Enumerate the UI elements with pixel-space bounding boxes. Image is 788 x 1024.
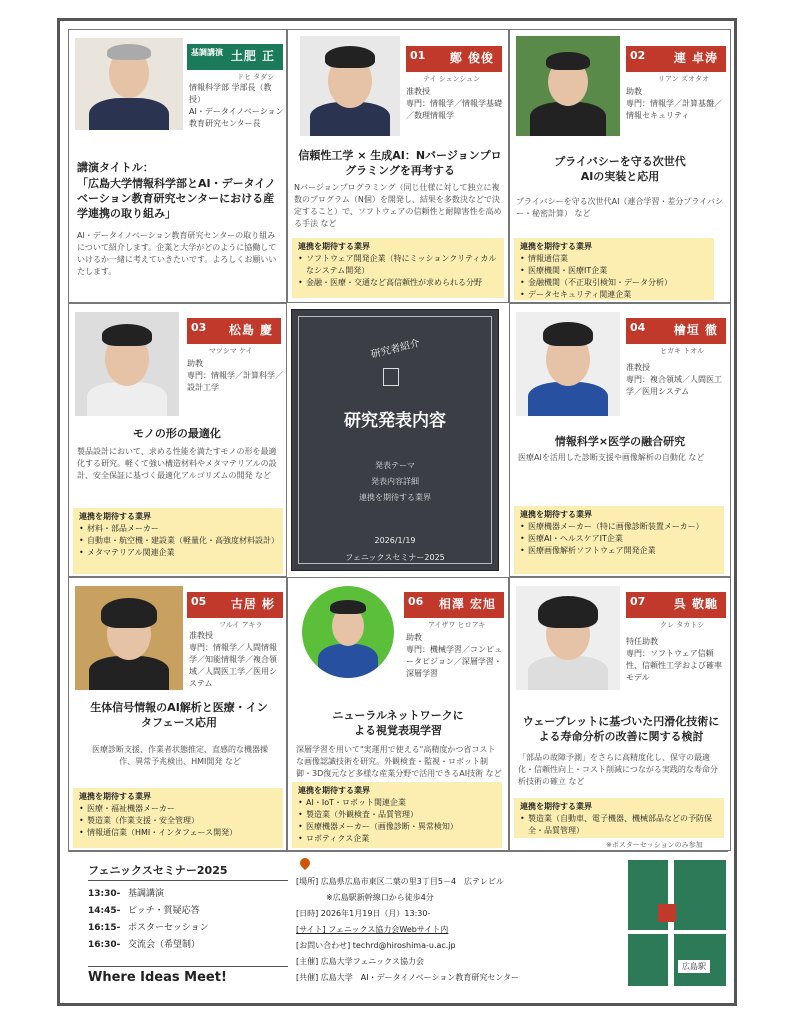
center-title: 研究発表内容 [344, 411, 446, 431]
researcher-06-nametag: 06 相澤 宏旭 [404, 592, 504, 618]
researcher-06-avatar [302, 586, 394, 678]
keynote-role: 情報科学部 学部長（教授） AI・データイノベーション教育研究センター長 [189, 83, 284, 128]
researcher-04-title: 情報科学×医学の融合研究 [554, 435, 686, 448]
researcher-05-photo [75, 586, 183, 690]
researcher-01-nametag: 01 鄭 俊俊 [406, 46, 502, 72]
keynote-photo [75, 38, 183, 130]
event-details: [場所] 広島県広島市東区二葉の里3丁目5－4 広テレビル ※広島駅新幹線口から徒歩4分 [日時] 2026年1月19日（月）13:30- [サイト] フェニックス協力会Webサイト内 [お問い合わせ] techrd@hiroshima-u.ac.jp [主催] 広島大学フェニックス協力会 [共催] 広島大学 AI・データイノベーション教育研究センター [296, 874, 626, 986]
center-panel: 研究者紹介 研究発表内容 発表テーマ 発表内容詳細 連携を期待する業界 2026/1/19 フェニックスセミナー2025 [291, 309, 499, 571]
researcher-01-collab: 連携を期待する業界 • ソフトウェア開発企業（特にミッションクリティカルなシステム開発） • 金融・医療・交通など高信頼性が求められる分野 [292, 238, 504, 298]
researcher-03-title: モノの形の最適化 [133, 427, 221, 440]
researcher-01-photo [300, 36, 400, 136]
researcher-06-name: 相澤 宏旭 [438, 597, 496, 611]
researcher-05-name: 古居 彬 [230, 597, 275, 611]
researcher-02-nametag: 02 連 卓涛 [626, 46, 726, 72]
researcher-06-title: ニューラルネットワークによる視覚表現学習 [332, 709, 464, 737]
researcher-06-collab: 連携を期待する業界 • AI・IoT・ロボット関連企業 • 製造業（外観検査・品質管理） • 医療機器メーカー（画像診断・異常検知） • ロボティクス企業 [292, 782, 502, 848]
researcher-01-title: 信頼性工学 × 生成AI：Nバージョンプログラミングを再考する [298, 149, 502, 177]
researcher-07-collab: 連携を期待する業界 • 製造業（自動車、電子機器、機械部品などの予防保全・品質管理） [514, 798, 724, 838]
keynote-kana: ドヒ タダシ [237, 73, 275, 81]
researcher-02-name: 連 卓涛 [673, 51, 718, 65]
poster-note: ※ポスターセッションのみ参加 [606, 841, 703, 849]
researcher-07-photo [516, 586, 620, 690]
center-subtitle: 研究者紹介 [369, 338, 422, 361]
researcher-07-cell: 07 呉 敬馳 クレ タカトシ 特任助教 専門：ソフトウェア信頼性、信頼性工学および確率モデル ウェーブレットに基づいた円滑化技術による寿命分析の改善に関する検討 「部品の故障予測」をさらに高精度化し、保守の最適化・信頼性向上・コスト削減につながる実践的な寿命分析技術の確立 など 連携を期待する業界 • 製造業（自動車、電子機器、機械部品などの予防保全・品質管理） ※ポスターセッションのみ参加 [509, 577, 731, 851]
schedule-row: 14:45- ピッチ・質疑応答 [88, 906, 200, 916]
researcher-05-cell: 05 古居 彬 フルイ アキラ 准教授 専門：情報学／人間情報学／知能情報学／複合領域／人間医工学／医用システム 生体信号情報のAI解析と医療・インタフェース応用 医療診断支援、作業者状態推定、直感的な機器操作、異常予兆検出、HMI開発 など 連携を期待する業界 • 医療・福祉機器メーカー • 製造業（作業支援・安全管理） • 情報通信業（HMI・インタフェース開発） [68, 577, 287, 851]
poster [57, 18, 737, 1006]
keynote-heading: 講演タイトル： [77, 161, 154, 174]
researcher-07-title: ウェーブレットに基づいた円滑化技術による寿命分析の改善に関する検討 [522, 715, 720, 743]
researcher-03-nametag: 03 松島 慶 [187, 318, 281, 344]
researcher-02-photo [516, 36, 620, 136]
keynote-cell [68, 29, 287, 303]
researcher-01-cell: 01 鄭 俊俊 テイ シュンシュン 准教授 専門：情報学／情報学基礎／数理情報学 信頼性工学 × 生成AI：Nバージョンプログラミングを再考する Nバージョンプログラミング（同じ仕様に対して独立に複数のプログラム（N個）を開発し、結果を多数決などで決定すること）で、ソフトウェアの信頼性と耐障害性を高める手法 など 連携を期待する業界 • ソフトウェア開発企業（特にミッションクリティカルなシステム開発） • 金融・医療・交通など高信頼性が求められる分野 [287, 29, 509, 303]
presentation-icon [383, 368, 399, 386]
map-station-label: 広島駅 [678, 960, 710, 973]
keynote-nametag [187, 44, 283, 70]
keynote-title: 「広島大学情報科学部とAI・データイノベーション教育研究センターにおける産学連携の取り組み」 [77, 177, 276, 220]
researcher-05-nametag: 05 古居 彬 [187, 592, 283, 618]
access-map [628, 860, 726, 986]
researcher-04-nametag: 04 檜垣 徹 [626, 318, 726, 344]
researcher-02-collab: 連携を期待する業界 • 情報通信業 • 医療機関・医療IT企業 • 金融機関（不正取引検知・データ分析） • データセキュリティ関連企業 [514, 238, 714, 300]
schedule-row: 13:30- 基調講演 [88, 889, 165, 899]
researcher-07-name: 呉 敬馳 [673, 597, 718, 611]
schedule-title: フェニックスセミナー2025 [88, 862, 288, 881]
slogan: Where Ideas Meet! [88, 966, 288, 985]
schedule [88, 862, 288, 985]
researcher-02-cell: 02 連 卓涛 リアン ズオタオ 助教 専門：情報学／計算基盤／情報セキュリティ プライバシーを守る次世代AIの実装と応用 プライバシーを守る次世代AI（連合学習・差分プライバシー・秘密計算） など 連携を期待する業界 • 情報通信業 • 医療機関・医療IT企業 • 金融機関（不正取引検知・データ分析） • データセキュリティ関連企業 [509, 29, 731, 303]
researcher-03-photo [75, 312, 179, 416]
event-info-section [68, 851, 728, 999]
keynote-desc: AI・データイノベーション教育研究センターの取り組みについて紹介します。企業と大学がどのように協働していけるか一緒に考えていきたいです。よろしくお願いいたします。 [77, 231, 277, 276]
researcher-04-cell: 04 檜垣 徹 ヒガキ トオル 准教授 専門：複合領域／人間医工学／医用システム 情報科学×医学の融合研究 医療AIを活用した診断支援や画像解析の自動化 など 連携を期待する業界 • 医療機器メーカー（特に画像診断装置メーカー） • 医療AI・ヘルスケアIT企業 • 医療画像解析ソフトウェア開発企業 [509, 303, 731, 577]
researcher-03-cell: 03 松島 慶 マツシマ ケイ 助教 専門：情報学／計算科学／設計工学 モノの形の最適化 製品設計において、求める性能を満たすモノの形を最適化する研究。軽くて強い構造材料やメタマテリアルの設計、安全保証に基づく最適化アルゴリズムの開発 など 連携を期待する業界 • 材料・部品メーカー • 自動車・航空機・建設業（軽量化・高強度材料設計） • メタマテリアル関連企業 [68, 303, 287, 577]
researcher-04-collab: 連携を期待する業界 • 医療機器メーカー（特に画像診断装置メーカー） • 医療AI・ヘルスケアIT企業 • 医療画像解析ソフトウェア開発企業 [514, 506, 724, 574]
researcher-04-name: 檜垣 徹 [673, 323, 718, 337]
center-date: 2026/1/19 [374, 536, 416, 545]
schedule-row: 16:15- ポスターセッション [88, 923, 209, 933]
contact-email[interactable]: [お問い合わせ] techrd@hiroshima-u.ac.jp [296, 941, 456, 950]
keynote-label: 基調講演 [191, 48, 223, 57]
researcher-05-collab: 連携を期待する業界 • 医療・福祉機器メーカー • 製造業（作業支援・安全管理） • 情報通信業（HMI・インタフェース開発） [73, 788, 283, 848]
researcher-03-name: 松島 慶 [228, 323, 273, 337]
researcher-03-collab: 連携を期待する業界 • 材料・部品メーカー • 自動車・航空機・建設業（軽量化・高強度材料設計） • メタマテリアル関連企業 [73, 508, 283, 574]
researcher-07-nametag: 07 呉 敬馳 [626, 592, 726, 618]
researcher-04-photo [516, 312, 620, 416]
schedule-row: 16:30- 交流会（希望制） [88, 940, 201, 950]
researcher-01-name: 鄭 俊俊 [449, 51, 494, 65]
keynote-name: 土肥 正 [230, 49, 275, 63]
researcher-02-title: プライバシーを守る次世代AIの実装と応用 [554, 155, 686, 183]
website-link[interactable]: [サイト] フェニックス協力会Webサイト内 [296, 925, 449, 934]
researcher-05-title: 生体信号情報のAI解析と医療・インタフェース応用 [90, 701, 268, 729]
researcher-06-cell: 06 相澤 宏旭 アイザワ ヒロアキ 助教 専門：機械学習／コンピュータビジョン／深層学習・深層学習 ニューラルネットワークによる視覚表現学習 深層学習を用いて"実運用で使える"高精度かつ省コストな画像認識技術を研究。外観検査・監視・ロボット制御・3D復元など多様な産業分野で活用できるAI技術 など 連携を期待する業界 • AI・IoT・ロボット関連企業 • 製造業（外観検査・品質管理） • 医療機器メーカー（画像診断・異常検知） • ロボティクス企業 [287, 577, 509, 851]
center-event: フェニックスセミナー2025 [345, 553, 445, 562]
location-pin-icon [298, 856, 312, 870]
